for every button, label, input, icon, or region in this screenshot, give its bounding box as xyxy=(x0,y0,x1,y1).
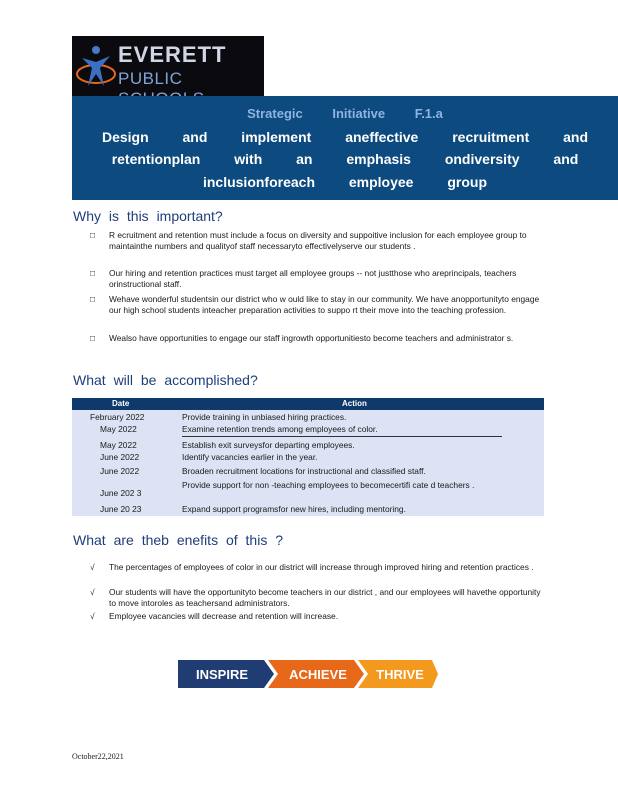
row-date: June 2022 xyxy=(100,452,140,462)
banner-title-line-2: retentionplan with an emphasis ondiversity and xyxy=(111,151,579,167)
benefit-bullet-text: The percentages of employees of color in our district will increase through improved hiring and retention practices . xyxy=(109,562,534,572)
logo-line-2: PUBLIC xyxy=(118,69,183,88)
accomplished-heading: What will be accomplished? xyxy=(73,372,258,388)
inspire-label: INSPIRE xyxy=(195,667,249,682)
bullet-marker: □ xyxy=(90,268,96,278)
why-heading: Why is this important? xyxy=(73,208,223,224)
why-bullet-text: R ecruitment and retention must include a focus on diversity and suppoitive inclusion for each employee group to maintainthe numbers and qualityof staff necessaryto effectivelyserve our students . xyxy=(109,230,527,251)
row-action: Provide support for non -teaching employees to becomecertifi cate d teachers . xyxy=(182,480,475,490)
check-icon: √ xyxy=(90,587,95,597)
why-bullet-text: Our hiring and retention practices must target all employee groups -- not justthose who areprincipals, teachers orinstructional staff. xyxy=(109,268,517,289)
row-action: Provide training in unbiased hiring practices. xyxy=(182,412,347,422)
row-date: May 2022 xyxy=(100,424,137,434)
benefit-bullet-text: Our students will have the opportunityto become teachers in our district , and our employees will havethe opportunity to move intoroles as teachersand administrators. xyxy=(109,587,541,608)
bullet-marker: □ xyxy=(90,333,96,343)
row-date: June 202 3 xyxy=(100,488,142,498)
row-date: June 20 23 xyxy=(100,504,142,514)
date-column-header: Date xyxy=(112,399,130,408)
banner-title-line-1: Design and implement aneffective recruitment and xyxy=(101,129,589,145)
row-date: May 2022 xyxy=(100,440,137,450)
row-action: Expand support programsfor new hires, including mentoring. xyxy=(182,504,406,514)
row-date: June 2022 xyxy=(100,466,140,476)
row-date: February 2022 xyxy=(90,412,145,422)
benefits-heading: What are theb enefits of this ? xyxy=(73,532,283,548)
table-header xyxy=(72,398,544,410)
star-figure-icon xyxy=(74,40,118,94)
achieve-label: ACHIEVE xyxy=(289,667,347,682)
benefit-bullet-text: Employee vacancies will decrease and retention will increase. xyxy=(109,611,339,621)
row-action: Establish exit surveysfor departing employees. xyxy=(182,440,355,450)
check-icon: √ xyxy=(90,611,95,621)
action-column-header: Action xyxy=(342,399,367,408)
row-action: Identify vacancies earlier in the year. xyxy=(182,452,318,462)
row-action: Examine retention trends among employees of color. xyxy=(182,424,378,434)
bullet-marker: □ xyxy=(90,230,96,240)
footer-date: October22,2021 xyxy=(72,752,124,761)
row-action: Broaden recruitment locations for instructional and classified staff. xyxy=(182,466,426,476)
banner-title-line-3: inclusionforeach employee group xyxy=(202,174,488,190)
table-body xyxy=(72,410,544,516)
timeline-table xyxy=(72,398,544,516)
why-bullet-text: Wealso have opportunities to engage our staff ingrowth opportunitiesto become teachers and administrator s. xyxy=(109,333,514,343)
check-icon: √ xyxy=(90,562,95,572)
inspire-achieve-thrive-banner xyxy=(178,660,438,688)
district-logo xyxy=(72,36,264,96)
logo-line-1: EVERETT xyxy=(118,42,227,67)
why-bullet-text: Wehave wonderful studentsin our district who w ould like to stay in our community. We have anopportunityto engage our high school students inteacher preparation activities to suppo rt their move into the teaching profession. xyxy=(109,294,540,315)
banner-subtitle: Strategic Initiative F.1.a xyxy=(247,106,443,121)
thrive-label: THRIVE xyxy=(376,667,424,682)
bullet-marker: □ xyxy=(90,294,96,304)
initiative-banner xyxy=(72,96,618,200)
